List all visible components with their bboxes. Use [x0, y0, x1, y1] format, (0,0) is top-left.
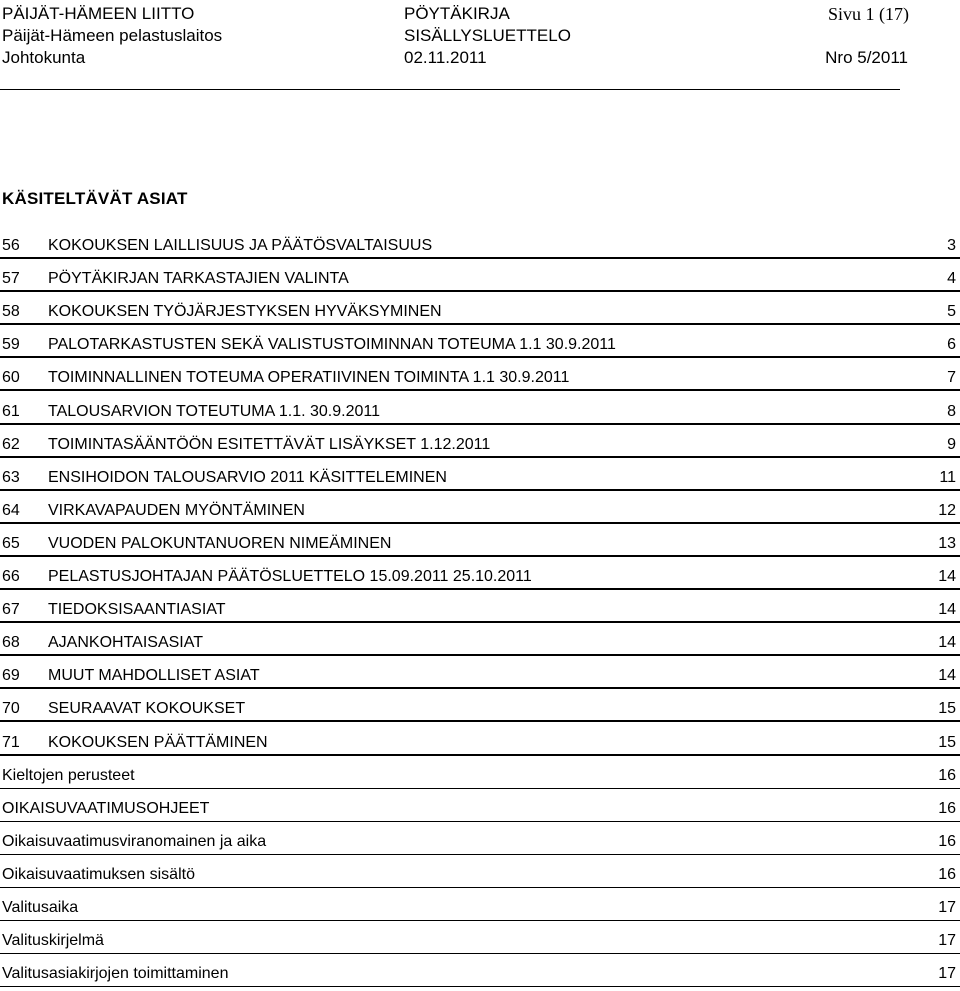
toc-entry-title: TOIMINTASÄÄNTÖÖN ESITETTÄVÄT LISÄYKSET 1.12.2011: [48, 435, 491, 453]
toc-entry: [0, 528, 960, 561]
toc-entry-title: MUUT MAHDOLLISET ASIAT: [48, 667, 260, 685]
toc-entry-underline: [0, 687, 960, 689]
toc-entry-title: VIRKAVAPAUDEN MYÖNTÄMINEN: [48, 501, 305, 519]
header-line-3: [0, 48, 960, 68]
toc-entry: [0, 462, 960, 495]
toc-entry: [0, 329, 960, 362]
toc-entry-title: Valitusaika: [2, 899, 79, 916]
toc-entry: [0, 429, 960, 462]
header-number: Nro 5/2011: [825, 48, 908, 67]
toc-entry-underline: [0, 953, 960, 954]
toc-entry-title: AJANKOHTAISASIAT: [48, 634, 203, 652]
toc-entry-number: 58: [2, 303, 20, 321]
toc-entry-underline: [0, 257, 960, 259]
toc-entry-number: 71: [2, 733, 20, 751]
toc-entry-underline: [0, 588, 960, 590]
toc-entry-title: KOKOUKSEN LAILLISUUS JA PÄÄTÖSVALTAISUUS: [48, 237, 433, 254]
toc-entry-title: TALOUSARVION TOTEUTUMA 1.1. 30.9.2011: [48, 402, 380, 420]
toc-entry-page: 16: [938, 865, 956, 883]
toc-entry: [0, 826, 960, 859]
toc-entry: [0, 660, 960, 693]
toc-entry-title: KOKOUKSEN PÄÄTTÄMINEN: [48, 733, 268, 751]
toc-entry-title: Oikaisuvaatimuksen sisältö: [2, 865, 195, 883]
toc-entry-underline: [0, 821, 960, 822]
toc-entry-number: 59: [2, 336, 20, 354]
toc-entry: [0, 263, 960, 296]
toc-entry: [0, 892, 960, 925]
toc-entry-title: PALOTARKASTUSTEN SEKÄ VALISTUSTOIMINNAN TOTEUMA 1.1 30.9.2011: [48, 336, 616, 354]
header-body: Johtokunta: [2, 48, 86, 67]
toc-entry-title: Oikaisuvaatimusviranomainen ja aika: [2, 832, 267, 850]
toc-entry-page: 7: [947, 369, 956, 387]
toc-entry: [0, 958, 960, 991]
toc-entry: [0, 793, 960, 826]
toc-entry: [0, 627, 960, 660]
toc-entry-number: 57: [2, 270, 20, 288]
toc-entry: [0, 362, 960, 395]
header-org: PÄIJÄT-HÄMEEN LIITTO: [2, 4, 195, 23]
toc-entry: [0, 230, 960, 263]
toc-entry-page: 8: [947, 402, 956, 420]
toc-entry-page: 17: [938, 899, 956, 916]
page-indicator: Sivu 1 (17): [828, 4, 909, 24]
toc-entry-number: 70: [2, 700, 20, 718]
toc-entry-page: 4: [947, 270, 956, 288]
toc-entry-underline: [0, 788, 960, 789]
toc-entry: [0, 495, 960, 528]
toc-entry-underline: [0, 555, 960, 557]
toc-entry-number: 56: [2, 237, 20, 254]
toc-entry-title: ENSIHOIDON TALOUSARVIO 2011 KÄSITTELEMINEN: [48, 468, 447, 486]
toc-entry-page: 16: [938, 766, 956, 784]
toc-entry-page: 17: [938, 965, 956, 983]
toc-entry-number: 60: [2, 369, 20, 387]
header-department: Päijät-Hämeen pelastuslaitos: [2, 26, 223, 45]
toc-entry: [0, 561, 960, 594]
toc-entry-underline: [0, 621, 960, 623]
toc-entry-page: 14: [938, 667, 956, 685]
header-divider: [0, 89, 900, 90]
toc-entry-page: 3: [947, 237, 956, 254]
toc-entry-number: 67: [2, 601, 20, 619]
toc-entry-underline: [0, 754, 960, 756]
toc-entry-page: 16: [938, 832, 956, 850]
toc-entry-underline: [0, 986, 960, 987]
toc-entry-title: SEURAAVAT KOKOUKSET: [48, 700, 246, 718]
toc-entry-title: PELASTUSJOHTAJAN PÄÄTÖSLUETTELO 15.09.2011 25.10.2011: [48, 568, 532, 585]
toc-entry-title: Valitusasiakirjojen toimittaminen: [2, 965, 229, 983]
toc-entry-title: PÖYTÄKIRJAN TARKASTAJIEN VALINTA: [48, 270, 349, 288]
toc-entry-page: 17: [938, 932, 956, 950]
toc-entry-underline: [0, 854, 960, 855]
toc-entry-underline: [0, 654, 960, 656]
toc-entry: [0, 925, 960, 958]
toc-entry-page: 9: [947, 435, 956, 453]
toc-entry-underline: [0, 356, 960, 358]
toc-entry-title: VUODEN PALOKUNTANUOREN NIMEÄMINEN: [48, 534, 392, 552]
toc-entry-page: 14: [938, 601, 956, 619]
toc-entry-page: 15: [938, 733, 956, 751]
toc-entry-number: 63: [2, 468, 20, 486]
header-date: 02.11.2011: [404, 48, 487, 67]
toc-entry-underline: [0, 489, 960, 491]
toc-entry: [0, 396, 960, 429]
toc-entry-page: 14: [938, 568, 956, 585]
header-line-1: [0, 4, 960, 24]
toc-entry-underline: [0, 522, 960, 524]
toc-entry-underline: [0, 720, 960, 722]
toc-entry-underline: [0, 323, 960, 325]
toc-entry-underline: [0, 920, 960, 921]
toc-entry-number: 66: [2, 568, 20, 585]
toc-entry: [0, 859, 960, 892]
toc-entry-number: 61: [2, 402, 20, 420]
toc-entry-underline: [0, 887, 960, 888]
toc-entry-title: Valituskirjelmä: [2, 932, 104, 950]
toc-entry-page: 15: [938, 700, 956, 718]
toc-entry-number: 65: [2, 534, 20, 552]
toc-entry: [0, 727, 960, 760]
toc-entry-title: TOIMINNALLINEN TOTEUMA OPERATIIVINEN TOIMINTA 1.1 30.9.2011: [48, 369, 570, 387]
toc-entry-title: KOKOUKSEN TYÖJÄRJESTYKSEN HYVÄKSYMINEN: [48, 303, 442, 321]
header-line-2: [0, 26, 960, 46]
toc-entry: [0, 693, 960, 726]
toc-entry-underline: [0, 456, 960, 458]
toc-entry: [0, 594, 960, 627]
toc-entry-underline: [0, 290, 960, 292]
toc-entry-page: 14: [938, 634, 956, 652]
toc-entry-page: 11: [939, 468, 956, 486]
toc-entry-page: 16: [938, 799, 956, 817]
toc-entry-number: 64: [2, 501, 20, 519]
toc-entry-number: 69: [2, 667, 20, 685]
toc-entry-number: 62: [2, 435, 20, 453]
toc-entry-title: TIEDOKSISAANTIASIAT: [48, 601, 226, 619]
toc-entry-page: 5: [947, 303, 956, 321]
toc-entry-page: 6: [947, 336, 956, 354]
toc-entry: [0, 760, 960, 793]
toc-entry-underline: [0, 423, 960, 425]
toc-entry-page: 13: [938, 534, 956, 552]
section-title: KÄSITELTÄVÄT ASIAT: [2, 189, 188, 208]
toc-entry-underline: [0, 389, 960, 391]
toc-entry: [0, 296, 960, 329]
toc-entry-title: OIKAISUVAATIMUSOHJEET: [2, 799, 210, 817]
header-doc-section: SISÄLLYSLUETTELO: [404, 26, 571, 45]
toc-entry-number: 68: [2, 634, 20, 652]
header-doctype: PÖYTÄKIRJA: [404, 4, 510, 23]
toc-entry-page: 12: [938, 501, 956, 519]
toc-entry-title: Kieltojen perusteet: [2, 766, 135, 784]
